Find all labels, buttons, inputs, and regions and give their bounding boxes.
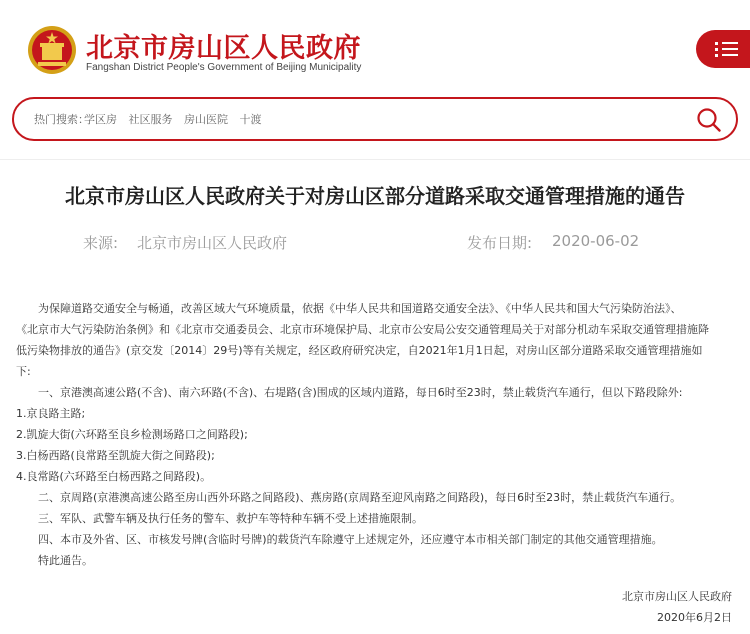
article-body xyxy=(16,298,738,571)
national-emblem-icon[interactable] xyxy=(26,24,78,76)
paragraph: 为保障道路交通安全与畅通，改善区域大气环境质量，依据《中华人民共和国道路交通安全法》、《中华人民共和国大气污染防治法》、 xyxy=(38,302,682,315)
paragraph: 特此通告。 xyxy=(38,554,93,567)
paragraph: 《北京市大气污染防治条例》和《北京市交通委员会、北京市环境保护局、北京市公安局公安交通管理局关于对部分机动车采取交通管理措施降 xyxy=(16,323,709,336)
paragraph: 3.白杨西路(良常路至凯旋大街之间路段); xyxy=(16,449,215,462)
site-header xyxy=(0,0,750,160)
search-bar[interactable] xyxy=(12,97,738,141)
paragraph: 三、军队、武警车辆及执行任务的警车、救护车等特种车辆不受上述措施限制。 xyxy=(38,512,423,525)
hot-search-label: 热门搜索： xyxy=(34,113,89,126)
site-subtitle: Fangshan District People's Government of Beijing Municipality xyxy=(86,62,362,73)
hot-search-links xyxy=(84,111,270,127)
search-icon[interactable] xyxy=(696,107,722,133)
paragraph: 四、本市及外省、区、市核发号牌(含临时号牌)的载货汽车除遵守上述规定外，还应遵守本市相关部门制定的其他交通管理措施。 xyxy=(38,533,663,546)
paragraph: 4.良常路(六环路至白杨西路之间路段)。 xyxy=(16,470,212,483)
publish-date-value: 2020-06-02 xyxy=(552,232,640,250)
paragraph: 下: xyxy=(16,365,31,378)
paragraph: 一、京港澳高速公路(不含)、南六环路(不含)、右堤路(含)围成的区域内道路，每日6时至23时，禁止载货汽车通行，但以下路段除外: xyxy=(38,386,683,399)
hot-link-school-district[interactable]: 学区房 xyxy=(84,113,117,126)
menu-button[interactable] xyxy=(696,30,750,68)
source-label: 来源: xyxy=(83,234,119,252)
paragraph: 1.京良路主路; xyxy=(16,407,86,420)
paragraph: 低污染物排放的通告》(京交发〔2014〕29号)等有关规定，经区政府研究决定，自2021年1月1日起，对房山区部分道路采取交通管理措施如 xyxy=(16,344,703,357)
site-title[interactable]: 北京市房山区人民政府 xyxy=(86,33,361,64)
publish-date-label: 发布日期: xyxy=(467,234,533,252)
paragraph: 2.凯旋大街(六环路至良乡检测场路口之间路段); xyxy=(16,428,248,441)
article-title: 北京市房山区人民政府关于对房山区部分道路采取交通管理措施的通告 xyxy=(65,184,685,208)
source-value: 北京市房山区人民政府 xyxy=(137,234,288,252)
signature-org: 北京市房山区人民政府 xyxy=(622,590,732,603)
paragraph: 二、京周路(京港澳高速公路至房山西外环路之间路段)、燕房路(京周路至迎风南路之间路段)，每日6时至23时，禁止载货汽车通行。 xyxy=(38,491,682,504)
signature-date: 2020年6月2日 xyxy=(657,611,732,624)
hot-link-shidu[interactable]: 十渡 xyxy=(239,113,262,126)
hot-link-community-service[interactable]: 社区服务 xyxy=(128,113,173,126)
hot-link-hospital[interactable]: 房山医院 xyxy=(184,113,228,126)
